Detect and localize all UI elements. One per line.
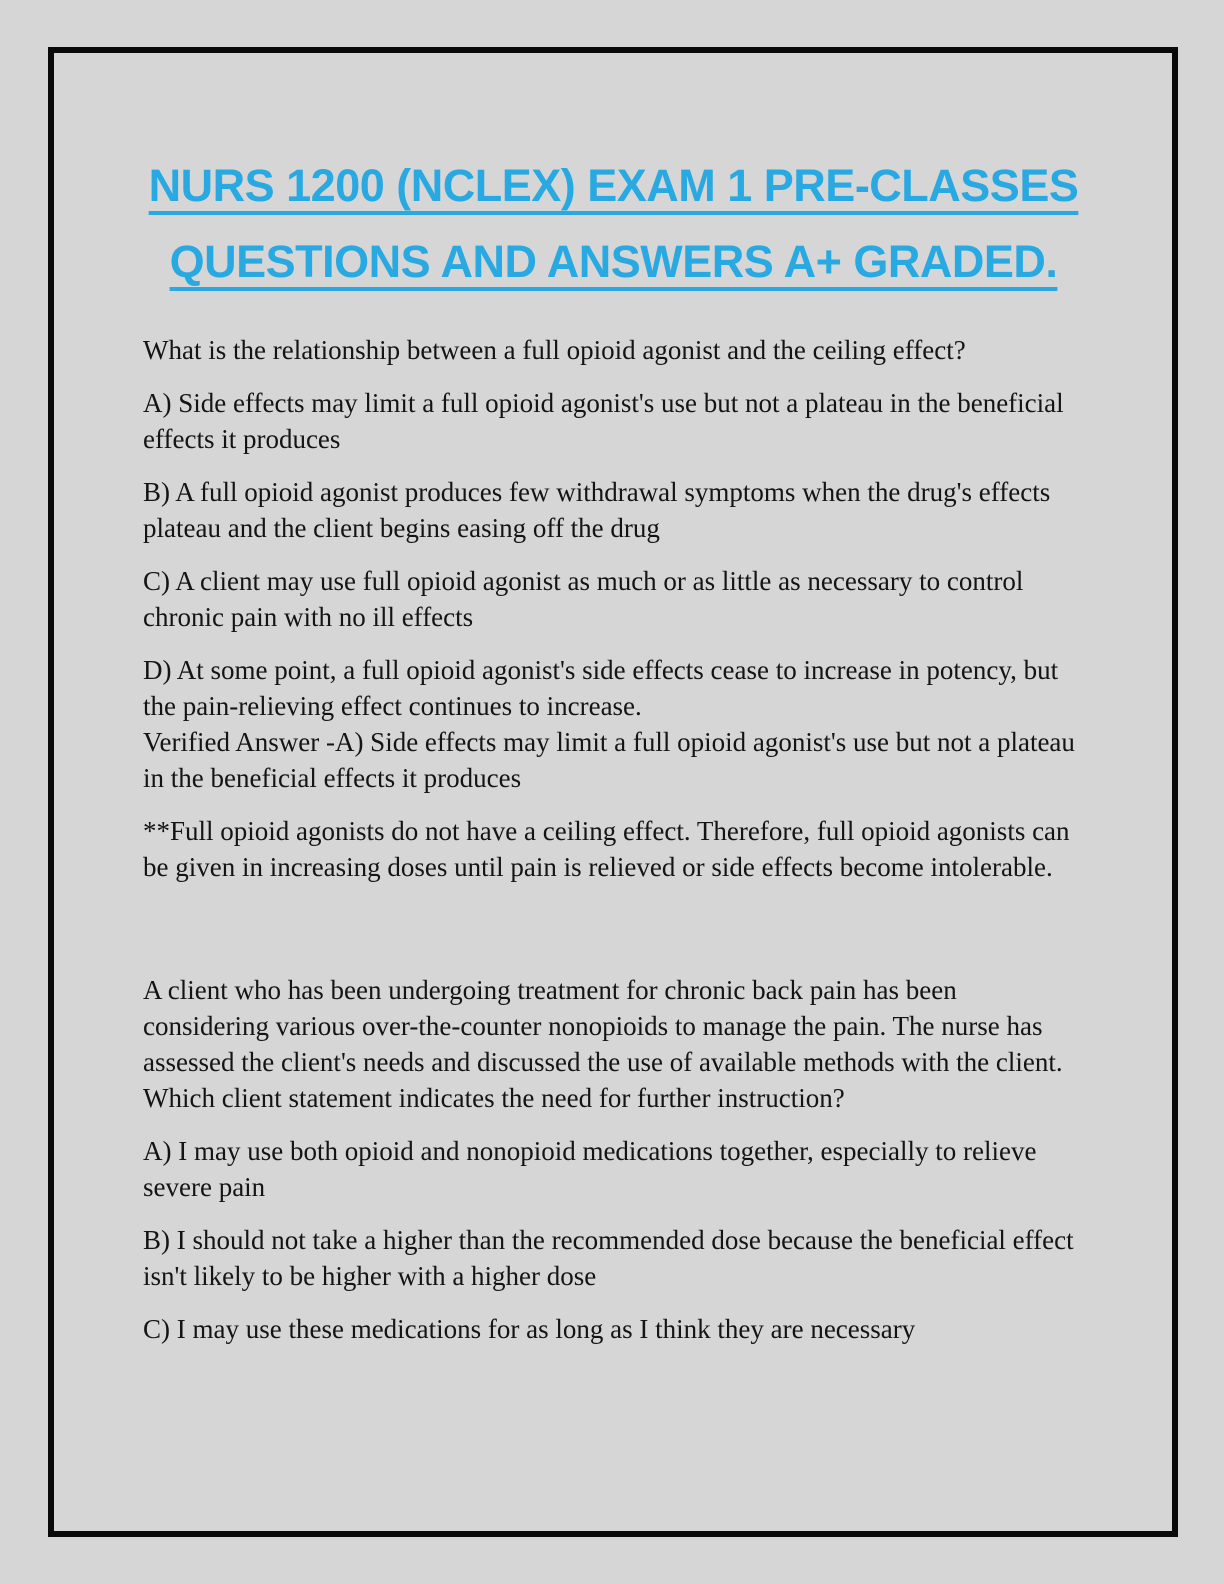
question-1-rationale: **Full opioid agonists do not have a ceiling effect. Therefore, full opioid agonists can be given in increasing doses until pain is relieved or side effects become intolerable. [143, 816, 1070, 882]
document-title [143, 148, 1084, 300]
question-2-option-a: A) I may use both opioid and nonopioid medications together, especially to relieve severe pain [143, 1136, 1037, 1202]
section-divider [143, 902, 1084, 972]
document-title-line1[interactable]: NURS 1200 (NCLEX) EXAM 1 PRE-CLASSES [148, 160, 1079, 211]
question-1-option-c: C) A client may use full opioid agonist as much or as little as necessary to control chronic pain with no ill effects [143, 566, 1024, 632]
question-2-text: A client who has been undergoing treatment for chronic back pain has been considering various over-the-counter nonopioids to manage the pain. The nurse has assessed the client's needs and discussed the use of available methods with the client. Which client statement indicates the need for further instruction? [143, 975, 1063, 1113]
question-1-option-b: B) A full opioid agonist produces few withdrawal symptoms when the drug's effects plateau and the client begins easing off the drug [143, 477, 1051, 543]
question-1-option-d-block [143, 652, 1084, 796]
question-2-option-c: C) I may use these medications for as long as I think they are necessary [143, 1314, 916, 1344]
document-title-line2[interactable]: QUESTIONS AND ANSWERS A+ GRADED. [169, 236, 1058, 287]
question-1-text: What is the relationship between a full opioid agonist and the ceiling effect? [143, 335, 966, 365]
page-border-frame [48, 47, 1178, 1537]
question-2-option-b: B) I should not take a higher than the recommended dose because the beneficial effect isn't likely to be higher with a higher dose [143, 1225, 1074, 1291]
question-1-option-d: D) At some point, a full opioid agonist's side effects cease to increase in potency, but the pain-relieving effect continues to increase. [143, 655, 1059, 721]
question-1-verified-answer: Verified Answer -A) Side effects may limit a full opioid agonist's use but not a plateau in the beneficial effects it produces [143, 727, 1075, 793]
document-content [54, 53, 1172, 1347]
question-1-option-a: A) Side effects may limit a full opioid agonist's use but not a plateau in the beneficial effects it produces [143, 388, 1064, 454]
